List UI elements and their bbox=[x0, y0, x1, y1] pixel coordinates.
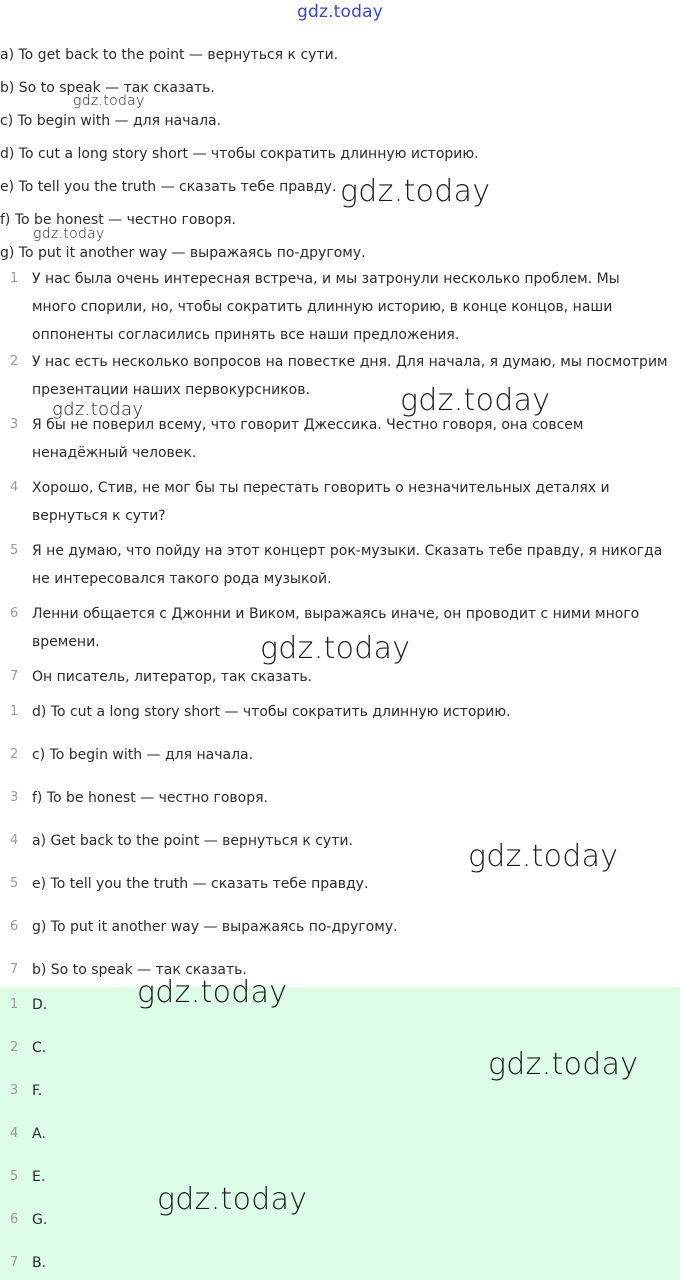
item-text: B. bbox=[32, 1255, 47, 1271]
item-text: E. bbox=[32, 1169, 46, 1185]
watermark: gdz.today bbox=[33, 226, 105, 242]
item-number: 3 bbox=[10, 790, 19, 805]
item-text bbox=[32, 537, 678, 593]
item-number: 6 bbox=[10, 606, 19, 621]
item-number: 5 bbox=[10, 876, 19, 891]
item-text bbox=[32, 663, 678, 691]
watermark: gdz.today bbox=[400, 383, 551, 418]
watermark: gdz.today bbox=[488, 1047, 639, 1082]
item-text: a) Get back to the point — вернуться к сути. bbox=[32, 833, 353, 849]
item-number: 3 bbox=[10, 1083, 19, 1098]
item-text: G. bbox=[32, 1212, 48, 1228]
text-line: оппоненты согласились принять все наши предложения. bbox=[32, 327, 460, 343]
item-text: A. bbox=[32, 1126, 46, 1142]
item-text: f) To be honest — честно говоря. bbox=[32, 790, 268, 806]
item-number: 7 bbox=[10, 669, 19, 684]
phrase-f: f) To be honest — честно говоря. bbox=[0, 212, 236, 228]
watermark: gdz.today bbox=[468, 839, 619, 874]
item-text: c) To begin with — для начала. bbox=[32, 747, 254, 763]
item-number: 4 bbox=[10, 1126, 19, 1141]
item-text: D. bbox=[32, 997, 48, 1013]
item-number: 4 bbox=[10, 480, 19, 495]
item-number: 5 bbox=[10, 1169, 19, 1184]
watermark: gdz.today bbox=[260, 631, 411, 666]
phrase-g: g) To put it another way — выражаясь по-другому. bbox=[0, 245, 366, 261]
phrase-a: a) To get back to the point — вернуться к сути. bbox=[0, 47, 339, 63]
text-line: ненадёжный человек. bbox=[32, 445, 197, 461]
item-text: b) So to speak — так сказать. bbox=[32, 962, 247, 978]
text-line: У нас есть несколько вопросов на повестке дня. Для начала, я думаю, мы посмотрим bbox=[32, 354, 668, 370]
text-line: Я бы не поверил всему, что говорит Джессика. Честно говоря, она совсем bbox=[32, 417, 584, 433]
item-number: 1 bbox=[10, 997, 19, 1012]
item-text: g) To put it another way — выражаясь по-другому. bbox=[32, 919, 398, 935]
item-number: 2 bbox=[10, 354, 19, 369]
text-line: Он писатель, литератор, так сказать. bbox=[32, 669, 313, 685]
watermark: gdz.today bbox=[340, 174, 491, 209]
text-line: не интересовался такого рода музыкой. bbox=[32, 571, 332, 587]
text-line: презентации наших первокурсников. bbox=[32, 382, 310, 398]
item-text bbox=[32, 474, 678, 530]
text-line: Ленни общается с Джонни и Виком, выражаясь иначе, он проводит с ними много bbox=[32, 606, 640, 622]
phrase-e: e) To tell you the truth — сказать тебе правду. bbox=[0, 179, 337, 195]
text-line: Хорошо, Стив, не мог бы ты перестать говорить о незначительных деталях и bbox=[32, 480, 610, 496]
watermark: gdz.today bbox=[157, 1182, 308, 1217]
item-number: 1 bbox=[10, 271, 19, 286]
item-text bbox=[32, 265, 678, 349]
item-number: 2 bbox=[10, 747, 19, 762]
item-number: 1 bbox=[10, 704, 19, 719]
watermark: gdz.today bbox=[52, 399, 144, 420]
item-number: 4 bbox=[10, 833, 19, 848]
text-line: Я не думаю, что пойду на этот концерт рок-музыки. Сказать тебе правду, я никогда bbox=[32, 543, 663, 559]
item-text bbox=[32, 348, 678, 404]
phrase-b: b) So to speak — так сказать. bbox=[0, 80, 215, 96]
item-number: 6 bbox=[10, 919, 19, 934]
item-number: 3 bbox=[10, 417, 19, 432]
text-line: вернуться к сути? bbox=[32, 508, 166, 524]
item-number: 5 bbox=[10, 543, 19, 558]
phrase-d: d) To cut a long story short — чтобы сократить длинную историю. bbox=[0, 146, 479, 162]
phrase-c: c) To begin with — для начала. bbox=[0, 113, 222, 129]
watermark: gdz.today bbox=[73, 93, 145, 109]
watermark: gdz.today bbox=[137, 975, 288, 1010]
item-number: 2 bbox=[10, 1040, 19, 1055]
text-line: времени. bbox=[32, 634, 100, 650]
text-line: У нас была очень интересная встреча, и мы затронули несколько проблем. Мы bbox=[32, 271, 620, 287]
item-text: C. bbox=[32, 1040, 47, 1056]
site-header-logo[interactable]: gdz.today bbox=[296, 2, 384, 22]
item-text: e) To tell you the truth — сказать тебе правду. bbox=[32, 876, 369, 892]
item-text: F. bbox=[32, 1083, 43, 1099]
text-line: много спорили, но, чтобы сократить длинную историю, в конце концов, наши bbox=[32, 299, 613, 315]
item-number: 7 bbox=[10, 962, 19, 977]
item-number: 6 bbox=[10, 1212, 19, 1227]
item-number: 7 bbox=[10, 1255, 19, 1270]
item-text: d) To cut a long story short — чтобы сократить длинную историю. bbox=[32, 704, 511, 720]
